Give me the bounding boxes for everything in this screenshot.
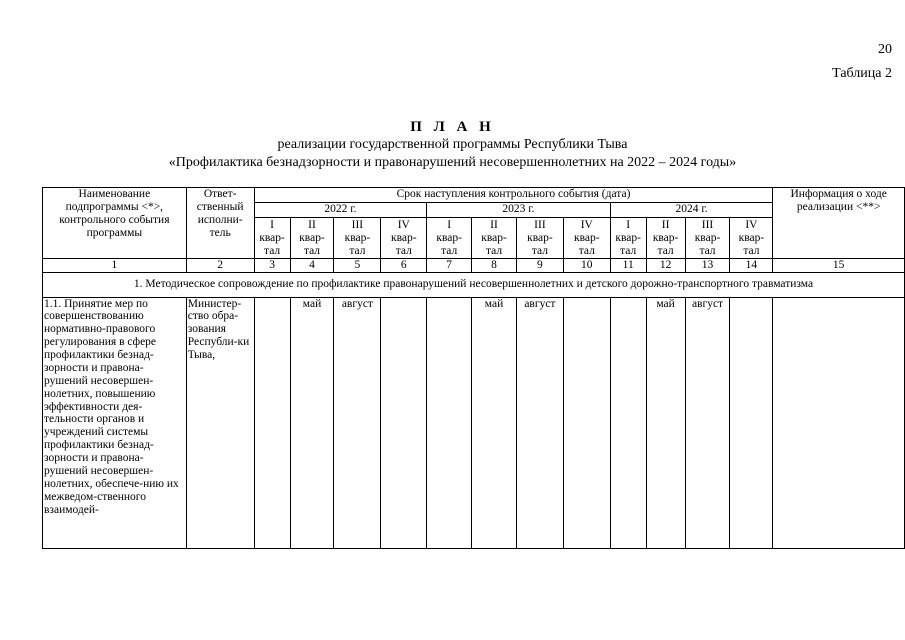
deadline-cell: август (334, 297, 381, 548)
deadline-cell (563, 297, 610, 548)
quarter-header: I квар- тал (610, 218, 646, 259)
header-deadline: Срок наступления контрольного события (дата) (254, 188, 773, 203)
quarter-header: IV квар- тал (563, 218, 610, 259)
executor-cell: Министер-ство обра-зования Республи-ки Тыва, (186, 297, 254, 548)
header-info: Информация о ходе реализации <**> (773, 188, 905, 259)
quarter-header: II квар- тал (646, 218, 685, 259)
column-number-row (43, 258, 905, 272)
deadline-cell (427, 297, 472, 548)
column-number: 3 (254, 258, 290, 272)
quarter-header: III квар- тал (516, 218, 563, 259)
column-number: 13 (685, 258, 730, 272)
column-number: 8 (472, 258, 517, 272)
column-number: 6 (381, 258, 427, 272)
quarter-header: II квар- тал (472, 218, 517, 259)
column-number: 14 (730, 258, 773, 272)
quarter-header: III квар- тал (685, 218, 730, 259)
table-row (43, 297, 905, 548)
column-number: 9 (516, 258, 563, 272)
column-number: 12 (646, 258, 685, 272)
column-number: 4 (290, 258, 334, 272)
deadline-cell: май (646, 297, 685, 548)
deadline-cell (381, 297, 427, 548)
column-number: 10 (563, 258, 610, 272)
deadline-cell (610, 297, 646, 548)
deadline-cell: август (516, 297, 563, 548)
deadline-cell: май (472, 297, 517, 548)
event-name-cell: 1.1. Принятие мер по совершенствованию нормативно-правового регулирования в сфере профилактики безнад-зорности и правона-рушений несовершен-нолетних, повышению эффективности дея-тельности органов и учреждений системы профилактики безнад-зорности и правона-рушений несовершен-нолетних, обеспече-нию их межведом-ственного взаимодей- (43, 297, 187, 548)
header-name: Наименование подпрограммы <*>, контрольного события программы (43, 188, 187, 259)
quarter-header: III квар- тал (334, 218, 381, 259)
column-number: 1 (43, 258, 187, 272)
plan-subtitle-line1: реализации государственной программы Республики Тыва (277, 137, 628, 152)
section-heading: 1. Методическое сопровождение по профилактике правонарушений несовершеннолетних и детского дорожно-транспортного травматизма (43, 272, 905, 297)
quarter-header: I квар- тал (427, 218, 472, 259)
page-number: 20 (878, 42, 892, 57)
quarter-header: I квар- тал (254, 218, 290, 259)
deadline-cell: август (685, 297, 730, 548)
deadline-cell (254, 297, 290, 548)
header-year-2024: 2024 г. (610, 203, 773, 218)
column-number: 11 (610, 258, 646, 272)
column-number: 5 (334, 258, 381, 272)
quarter-header: II квар- тал (290, 218, 334, 259)
quarter-header: IV квар- тал (730, 218, 773, 259)
header-year-2023: 2023 г. (427, 203, 611, 218)
plan-title: П Л А Н (410, 119, 495, 135)
column-number: 7 (427, 258, 472, 272)
deadline-cell (730, 297, 773, 548)
info-cell (773, 297, 905, 548)
column-number: 15 (773, 258, 905, 272)
header-executor: Ответ-ственный исполни-тель (186, 188, 254, 259)
column-number: 2 (186, 258, 254, 272)
quarter-header: IV квар- тал (381, 218, 427, 259)
plan-table (42, 187, 905, 549)
header-year-2022: 2022 г. (254, 203, 427, 218)
plan-subtitle-line2: «Профилактика безнадзорности и правонарушений несовершеннолетних на 2022 – 2024 годы» (168, 155, 737, 170)
table-label: Таблица 2 (832, 66, 892, 81)
deadline-cell: май (290, 297, 334, 548)
